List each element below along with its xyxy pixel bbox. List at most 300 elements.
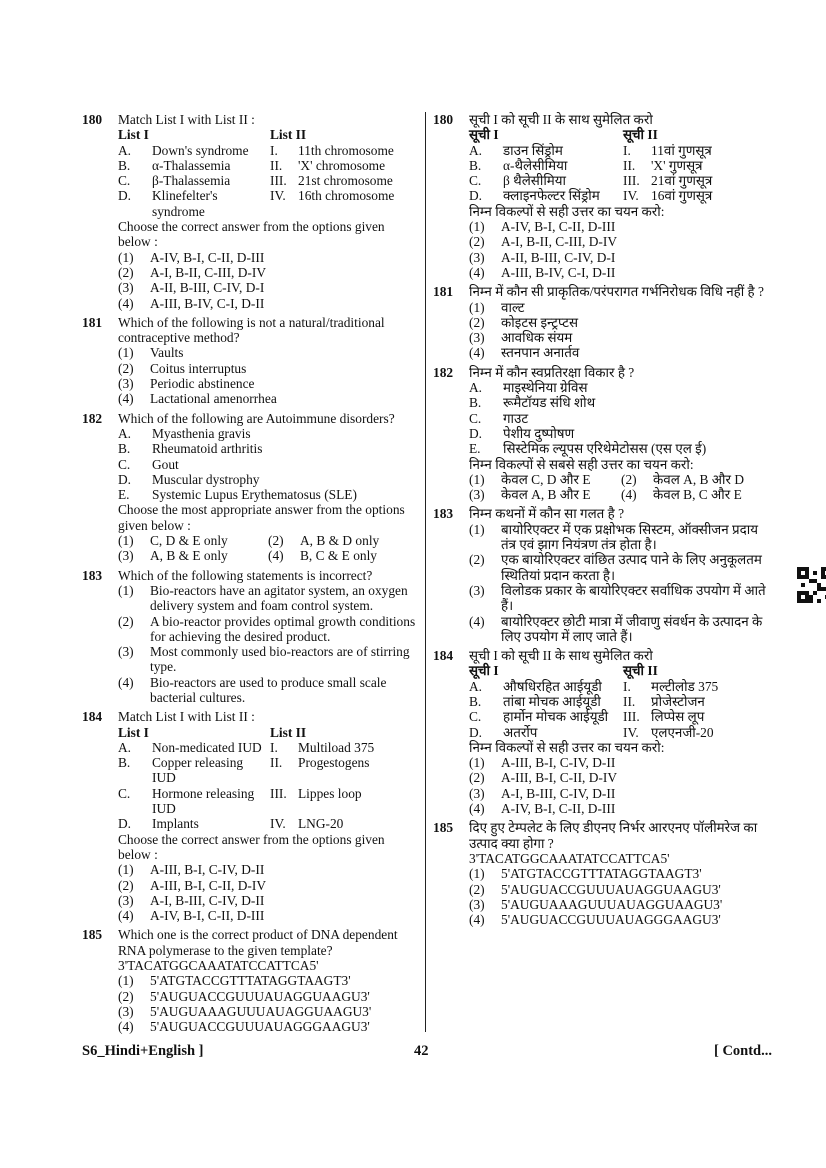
hindi-column <box>433 112 773 931</box>
answer-option[interactable] <box>118 361 418 376</box>
option-text: A-III, B-IV, C-I, D-II <box>150 295 265 311</box>
option-number: (4) <box>469 264 485 280</box>
option-number: (2) <box>469 314 485 330</box>
question-180 <box>82 112 418 311</box>
option-text: Lactational amenorrhea <box>150 391 277 407</box>
option-number: (2) <box>469 770 485 786</box>
match-table <box>118 725 418 832</box>
list1-key: A. <box>118 142 132 158</box>
question-text: निम्न में कौन स्वप्रतिरक्षा विकार है ? <box>469 364 635 380</box>
answer-option[interactable] <box>118 893 418 908</box>
list2-key: III. <box>623 709 640 725</box>
list1-item <box>118 158 266 173</box>
option-text: A-III, B-I, C-IV, D-II <box>150 862 265 878</box>
list2-item <box>623 173 773 188</box>
list2-key: IV. <box>270 188 286 204</box>
question-header <box>82 315 418 346</box>
statement-key: B. <box>469 395 482 411</box>
list2-key: III. <box>270 785 287 801</box>
option-number: (1) <box>469 521 485 537</box>
option-text: Periodic abstinence <box>150 376 255 392</box>
option-text: C, D & E only <box>150 533 228 549</box>
list2-item <box>623 679 773 694</box>
option-text: A, B & E only <box>150 548 228 564</box>
statement-item <box>469 426 773 441</box>
option-number: (1) <box>469 866 485 882</box>
instruction-text: निम्न विकल्पों से सही उत्तर का चयन करो: <box>469 203 665 219</box>
answer-option[interactable] <box>469 300 773 315</box>
statement-key: D. <box>118 471 132 487</box>
question-header <box>82 411 418 426</box>
answer-option[interactable] <box>469 552 773 583</box>
list1-item <box>469 188 619 203</box>
question-number: 182 <box>433 364 454 380</box>
options-list <box>469 472 773 503</box>
question-body <box>469 522 773 644</box>
list1-item <box>469 709 619 724</box>
question-number: 181 <box>433 284 454 300</box>
instruction-text: Choose the most appropriate answer from the options given below : <box>118 502 405 533</box>
list1-key: D. <box>469 724 483 740</box>
list1-text: Implants <box>152 816 199 832</box>
list1-key: B. <box>469 157 482 173</box>
list2-item <box>623 143 773 158</box>
question-body <box>118 426 418 564</box>
list1-text: Down's syndrome <box>152 142 249 158</box>
list2-key: II. <box>270 157 283 173</box>
list1-text: अतर्रोप <box>503 724 538 740</box>
list2-key: I. <box>623 142 631 158</box>
list1-item <box>118 188 266 219</box>
list1-text: Copper releasing IUD <box>152 755 244 786</box>
answer-option[interactable] <box>118 533 268 548</box>
list2-text: Lippes loop <box>298 785 362 801</box>
list2-item <box>270 786 418 817</box>
option-text: वाल्ट <box>501 299 525 315</box>
question-number: 182 <box>82 410 103 426</box>
list1-item <box>469 143 619 158</box>
answer-option[interactable] <box>118 1004 418 1019</box>
list1-text: डाउन सिंड्रोम <box>503 142 563 158</box>
option-number: (2) <box>469 234 485 250</box>
option-text: Most commonly used bio-reactors are of stirring type. <box>150 644 410 675</box>
option-number: (2) <box>469 552 485 568</box>
statement-text: रूमैटॉयड संधि शोथ <box>503 395 596 411</box>
question-text: Match List I with List II : <box>118 709 255 725</box>
answer-option[interactable] <box>118 250 418 265</box>
answer-option[interactable] <box>118 583 418 614</box>
list2-item <box>270 188 418 219</box>
answer-option[interactable] <box>469 345 773 360</box>
list2-text: लिप्पेस लूप <box>651 709 705 725</box>
option-number: (2) <box>118 877 134 893</box>
option-number: (2) <box>469 881 485 897</box>
statement-item <box>118 487 418 502</box>
list2-item <box>270 173 418 188</box>
answer-option[interactable] <box>469 897 773 912</box>
list2-key: I. <box>270 142 278 158</box>
list2-item <box>270 755 418 786</box>
option-number: (3) <box>469 582 485 598</box>
statement-text: Rheumatoid arthritis <box>152 441 263 457</box>
question-body <box>469 663 773 816</box>
list1-item <box>118 755 266 786</box>
question-body <box>118 583 418 705</box>
question-181 <box>82 315 418 407</box>
list2-text: एलएनजी-20 <box>651 724 714 740</box>
list2-item <box>623 694 773 709</box>
answer-option[interactable] <box>118 345 418 360</box>
question-header <box>433 506 773 521</box>
question-text: Match List I with List II : <box>118 112 255 127</box>
list1-key: C. <box>118 785 131 801</box>
match-table <box>469 127 773 203</box>
list2-header: सूची II <box>623 127 658 143</box>
options-list <box>469 219 773 280</box>
question-text: निम्न में कौन सी प्राकृतिक/परंपरागत गर्भनिरोधक विधि नहीं है ? <box>469 284 764 300</box>
option-text: विलोडक प्रकार के बायोरिएक्टर सर्वाधिक उपयोग में आते हैं। <box>501 582 766 614</box>
option-number: (2) <box>621 471 637 487</box>
statement-item <box>469 380 773 395</box>
list2-text: 'X' गुणसूत्र <box>651 157 703 173</box>
option-number: (4) <box>118 1019 134 1035</box>
answer-option[interactable] <box>469 912 773 927</box>
answer-option[interactable] <box>621 487 773 502</box>
option-number: (4) <box>268 548 284 564</box>
statement-text: गाउट <box>503 410 529 426</box>
option-text: A-III, B-I, C-IV, D-II <box>501 755 616 771</box>
option-number: (4) <box>469 801 485 817</box>
list1-text: Non-medicated IUD <box>152 739 262 755</box>
question-body <box>118 725 418 924</box>
list1-key: D. <box>469 188 483 204</box>
option-text: A-III, B-I, C-II, D-IV <box>150 877 267 893</box>
list1-key: D. <box>118 188 132 204</box>
answer-option[interactable] <box>268 533 418 548</box>
list2-header: सूची II <box>623 663 658 679</box>
answer-option[interactable] <box>469 755 773 770</box>
list1-text: α-थैलेसीमिया <box>503 157 568 173</box>
option-number: (1) <box>118 533 134 549</box>
answer-option[interactable] <box>118 908 418 923</box>
english-column <box>82 112 418 1039</box>
option-number: (4) <box>469 613 485 629</box>
list1-key: C. <box>118 173 131 189</box>
answer-option[interactable] <box>469 522 773 553</box>
answer-option[interactable] <box>621 472 773 487</box>
answer-option[interactable] <box>469 472 621 487</box>
option-text: 5'AUGUACCGUUUAUAGGGAAGU3' <box>150 1019 370 1035</box>
statement-key: A. <box>118 425 132 441</box>
list2-key: II. <box>623 693 636 709</box>
answer-option[interactable] <box>118 296 418 311</box>
list1-text: β-Thalassemia <box>152 173 231 189</box>
answer-option[interactable] <box>118 973 418 988</box>
answer-option[interactable] <box>118 614 418 645</box>
answer-option[interactable] <box>469 487 621 502</box>
question-header <box>82 568 418 583</box>
question-number: 183 <box>433 506 454 522</box>
match-table <box>469 663 773 739</box>
statement-text: Systemic Lupus Erythematosus (SLE) <box>152 487 357 503</box>
statement-item <box>469 441 773 456</box>
option-text: A-III, B-IV, C-I, D-II <box>501 264 616 280</box>
list2-text: 16वां गुणसूत्र <box>651 188 713 204</box>
answer-option[interactable] <box>469 786 773 801</box>
answer-option[interactable] <box>118 376 418 391</box>
list1-item <box>118 173 266 188</box>
list2-text: 21st chromosome <box>298 173 393 189</box>
option-text: A-I, B-III, C-IV, D-II <box>501 785 616 801</box>
option-text: Bio-reactors have an agitator system, an oxygen delivery system and foam control system. <box>150 582 408 614</box>
list2-header: List II <box>270 127 307 143</box>
question-header <box>433 112 773 127</box>
option-number: (4) <box>118 908 134 924</box>
list2-key: IV. <box>270 816 286 832</box>
question-text: Which of the following is not a natural/traditional contraceptive method? <box>118 314 385 346</box>
option-text: A bio-reactor provides optimal growth conditions for achieving the desired product. <box>150 613 416 644</box>
list1-item <box>118 143 266 158</box>
answer-option[interactable] <box>469 866 773 881</box>
answer-option[interactable] <box>469 770 773 785</box>
question-number: 185 <box>82 927 103 943</box>
option-number: (1) <box>118 862 134 878</box>
question-body <box>118 958 418 1034</box>
list1-text: क्लाइनफेल्टर सिंड्रोम <box>503 188 600 204</box>
question-body <box>469 127 773 280</box>
list1-item <box>469 694 619 709</box>
question-header <box>433 365 773 380</box>
option-number: (3) <box>469 249 485 265</box>
qr-code-icon <box>797 567 826 603</box>
question-body <box>469 300 773 361</box>
option-text: A-I, B-III, C-IV, D-II <box>150 892 265 908</box>
list1-header: List I <box>118 127 149 143</box>
option-number: (3) <box>469 785 485 801</box>
answer-option[interactable] <box>469 234 773 249</box>
question-header <box>82 927 418 958</box>
instruction-text: निम्न विकल्पों से सही उत्तर का चयन करो: <box>469 739 665 755</box>
statement-item <box>118 441 418 456</box>
option-number: (1) <box>118 345 134 361</box>
question-text: दिए हुए टेम्पलेट के लिए डीएनए निर्भर आरएनए पॉलीमरेज का उत्पाद क्या होगा ? <box>469 820 758 851</box>
option-text: 5'AUGUACCGUUUAUAGGUAAGU3' <box>150 988 370 1004</box>
question-text: Which one is the correct product of DNA dependent RNA polymerase to the given template? <box>118 927 398 958</box>
option-number: (1) <box>118 249 134 265</box>
list2-text: 11वां गुणसूत्र <box>651 142 712 158</box>
question-number: 181 <box>82 314 103 330</box>
option-text: 5'AUGUAAAGUUUAUAGGUAAGU3' <box>501 896 723 912</box>
list2-key: I. <box>623 678 631 694</box>
answer-option[interactable] <box>268 548 418 563</box>
option-number: (3) <box>469 330 485 346</box>
list2-text: Multiload 375 <box>298 739 375 755</box>
answer-option[interactable] <box>118 989 418 1004</box>
answer-option[interactable] <box>469 614 773 645</box>
question-183 <box>433 506 773 644</box>
statement-key: B. <box>118 441 131 457</box>
page-number: 42 <box>414 1043 429 1059</box>
question-header <box>433 284 773 299</box>
list2-key: III. <box>270 173 287 189</box>
option-text: 5'AUGUAAAGUUUAUAGGUAAGU3' <box>150 1003 372 1019</box>
question-body <box>118 127 418 311</box>
question-number: 180 <box>82 112 103 127</box>
list2-text: 'X' chromosome <box>298 157 386 173</box>
list1-key: A. <box>469 678 483 694</box>
option-text: A-IV, B-I, C-II, D-III <box>501 801 616 817</box>
list1-item <box>118 816 266 831</box>
question-182 <box>82 411 418 564</box>
question-body <box>469 380 773 502</box>
option-number: (4) <box>621 487 637 503</box>
list2-text: LNG-20 <box>298 816 344 832</box>
options-list <box>469 522 773 644</box>
option-text: A, B & D only <box>300 533 380 549</box>
option-text: 5'ATGTACCGTTTATAGGTAAGT3' <box>501 866 702 882</box>
list1-key: B. <box>118 755 131 771</box>
options-list <box>118 250 418 311</box>
answer-option[interactable] <box>469 265 773 280</box>
option-text: केवल A, B और E <box>501 487 591 503</box>
list2-text: Progestogens <box>298 755 370 771</box>
answer-option[interactable] <box>469 801 773 816</box>
statement-item <box>469 411 773 426</box>
option-number: (4) <box>469 912 485 928</box>
answer-option[interactable] <box>469 315 773 330</box>
answer-option[interactable] <box>118 548 268 563</box>
option-text: Bio-reactors are used to produce small scale bacterial cultures. <box>150 674 387 705</box>
list2-item <box>623 709 773 724</box>
list2-key: IV. <box>623 724 639 740</box>
option-text: A-I, B-II, C-III, D-IV <box>501 234 618 250</box>
question-number: 184 <box>82 709 103 725</box>
statement-text: Muscular dystrophy <box>152 471 260 487</box>
option-number: (1) <box>469 299 485 315</box>
option-text: B, C & E only <box>300 548 378 564</box>
list2-text: प्रोजेस्टोजन <box>651 693 705 709</box>
statement-text: सिस्टेमिक ल्यूपस एरिथेमेटोसस (एस एल ई) <box>503 441 707 457</box>
option-text: A-IV, B-I, C-II, D-III <box>150 908 265 924</box>
answer-option[interactable] <box>469 882 773 897</box>
question-184 <box>433 648 773 816</box>
list1-item <box>469 679 619 694</box>
list1-key: C. <box>469 709 482 725</box>
statement-item <box>118 457 418 472</box>
list1-key: D. <box>118 816 132 832</box>
statement-key: C. <box>469 410 482 426</box>
answer-option[interactable] <box>118 1019 418 1034</box>
answer-option[interactable] <box>118 265 418 280</box>
question-185 <box>82 927 418 1034</box>
answer-option[interactable] <box>118 862 418 877</box>
column-divider <box>425 112 426 1032</box>
question-number: 185 <box>433 820 454 836</box>
statement-item <box>469 395 773 410</box>
answer-option[interactable] <box>118 280 418 295</box>
list1-header: List I <box>118 724 149 740</box>
option-number: (2) <box>118 264 134 280</box>
option-text: कोइटस इन्ट्रप्टस <box>501 314 578 330</box>
list1-text: Klinefelter's syndrome <box>152 188 218 219</box>
options-list <box>118 862 418 923</box>
answer-option[interactable] <box>118 675 418 706</box>
question-number: 183 <box>82 567 103 583</box>
answer-option[interactable] <box>118 644 418 675</box>
answer-option[interactable] <box>469 219 773 234</box>
statement-key: E. <box>118 487 130 503</box>
statement-key: D. <box>469 425 483 441</box>
question-text: Which of the following are Autoimmune disorders? <box>118 410 395 426</box>
option-number: (3) <box>118 548 134 564</box>
list1-text: Hormone releasing IUD <box>152 785 255 817</box>
answer-option[interactable] <box>469 583 773 614</box>
question-185 <box>433 820 773 927</box>
statement-key: C. <box>118 456 131 472</box>
options-list <box>469 755 773 816</box>
match-table <box>118 127 418 219</box>
statement-text: पेशीय दुष्पोषण <box>503 425 575 441</box>
option-number: (1) <box>469 219 485 235</box>
option-number: (3) <box>118 1003 134 1019</box>
option-text: A-I, B-II, C-III, D-IV <box>150 264 267 280</box>
template-sequence: 3'TACATGGCAAATATCCATTCA5' <box>469 850 670 866</box>
list2-header: List II <box>270 724 307 740</box>
option-text: 5'ATGTACCGTTTATAGGTAAGT3' <box>150 973 351 989</box>
option-text: एक बायोरिएक्टर वांछित उत्पाद पाने के लिए अनुकूलतम स्थितियां प्रदान करता है। <box>501 552 762 583</box>
list1-text: औषधिरहित आईयूडी <box>503 678 602 694</box>
list2-item <box>270 740 418 755</box>
question-number: 184 <box>433 648 454 664</box>
question-183 <box>82 568 418 706</box>
list1-item <box>469 173 619 188</box>
list2-text: 21वां गुणसूत्र <box>651 173 713 189</box>
option-text: 5'AUGUACCGUUUAUAGGUAAGU3' <box>501 881 721 897</box>
statement-item <box>118 472 418 487</box>
question-body <box>118 345 418 406</box>
list2-key: IV. <box>623 188 639 204</box>
list1-item <box>118 740 266 755</box>
answer-option[interactable] <box>469 250 773 265</box>
list2-item <box>623 725 773 740</box>
option-text: बायोरिएक्टर में एक प्रक्षोभक सिस्टम, ऑक्सीजन प्रदाय तंत्र एवं झाग नियंत्रण तंत्र होता है। <box>501 521 758 553</box>
question-181 <box>433 284 773 360</box>
question-text: सूची I को सूची II के साथ सुमेलित करो <box>469 648 653 664</box>
instruction-text: Choose the correct answer from the options given below : <box>118 831 385 862</box>
answer-option[interactable] <box>118 878 418 893</box>
answer-option[interactable] <box>469 330 773 345</box>
question-number: 180 <box>433 112 454 127</box>
answer-option[interactable] <box>118 391 418 406</box>
list2-key: II. <box>270 755 283 771</box>
statement-text: Myasthenia gravis <box>152 425 251 441</box>
list1-key: A. <box>118 739 132 755</box>
list2-text: 11th chromosome <box>298 142 394 158</box>
question-header <box>82 112 418 127</box>
options-list <box>469 866 773 927</box>
option-text: केवल C, D और E <box>501 471 591 487</box>
option-number: (1) <box>469 755 485 771</box>
list1-key: C. <box>469 173 482 189</box>
question-header <box>433 648 773 663</box>
option-number: (3) <box>118 376 134 392</box>
list1-header: सूची I <box>469 663 499 679</box>
option-text: A-IV, B-I, C-II, D-III <box>501 219 616 235</box>
options-list <box>118 345 418 406</box>
question-text: सूची I को सूची II के साथ सुमेलित करो <box>469 112 653 127</box>
continued-label: [ Contd... <box>713 1043 772 1059</box>
option-number: (3) <box>469 896 485 912</box>
